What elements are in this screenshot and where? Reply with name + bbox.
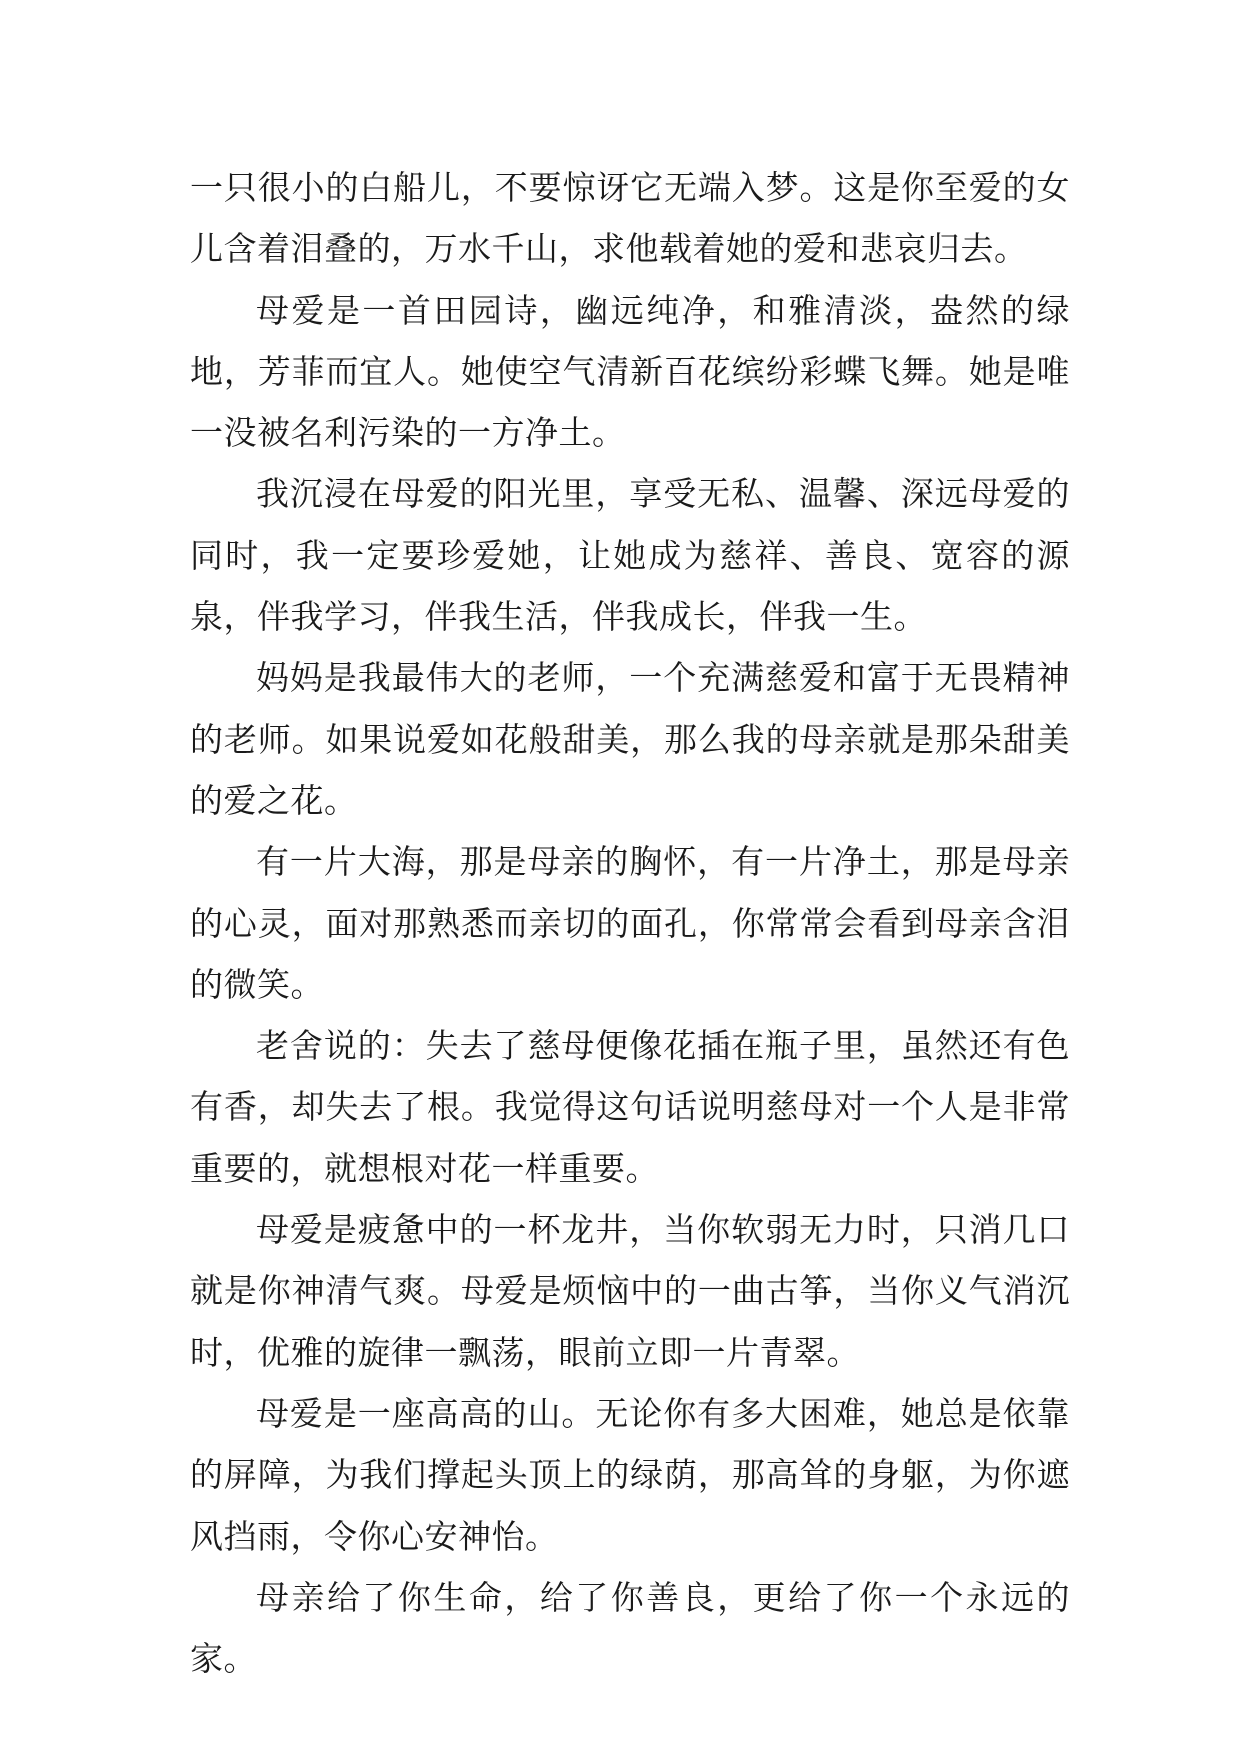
paragraph: 有一片大海，那是母亲的胸怀，有一片净土，那是母亲的心灵，面对那熟悉而亲切的面孔，你常常会看到母亲含泪的微笑。 (190, 842, 1070, 1004)
paragraph: 母爱是一首田园诗，幽远纯净，和雅清淡，盎然的绿地，芳菲而宜人。她使空气清新百花缤纷彩蝶飞舞。她是唯一没被名利污染的一方净土。 (190, 290, 1070, 453)
paragraph: 老舍说的：失去了慈母便像花插在瓶子里，虽然还有色有香，却失去了根。我觉得这句话说明慈母对一个人是非常重要的，就想根对花一样重要。 (190, 1026, 1070, 1188)
paragraph: 一只很小的白船儿，不要惊讶它无端入梦。这是你至爱的女儿含着泪叠的，万水千山，求他载着她的爱和悲哀归去。 (190, 168, 1070, 269)
paragraph: 母爱是一座高高的山。无论你有多大困难，她总是依靠的屏障，为我们撑起头顶上的绿荫，那高耸的身躯，为你遮风挡雨，令你心安神怡。 (190, 1393, 1070, 1556)
paragraph: 母亲给了你生命，给了你善良，更给了你一个永远的家。 (190, 1577, 1070, 1679)
document-body (190, 157, 1070, 1689)
paragraph: 妈妈是我最伟大的老师，一个充满慈爱和富于无畏精神的老师。如果说爱如花般甜美，那么我的母亲就是那朵甜美的爱之花。 (190, 658, 1070, 820)
paragraph: 我沉浸在母爱的阳光里，享受无私、温馨、深远母爱的同时，我一定要珍爱她，让她成为慈祥、善良、宽容的源泉，伴我学习，伴我生活，伴我成长，伴我一生。 (190, 474, 1070, 637)
paragraph: 母爱是疲惫中的一杯龙井，当你软弱无力时，只消几口就是你神清气爽。母爱是烦恼中的一曲古筝，当你义气消沉时，优雅的旋律一飘荡，眼前立即一片青翠。 (190, 1210, 1070, 1372)
